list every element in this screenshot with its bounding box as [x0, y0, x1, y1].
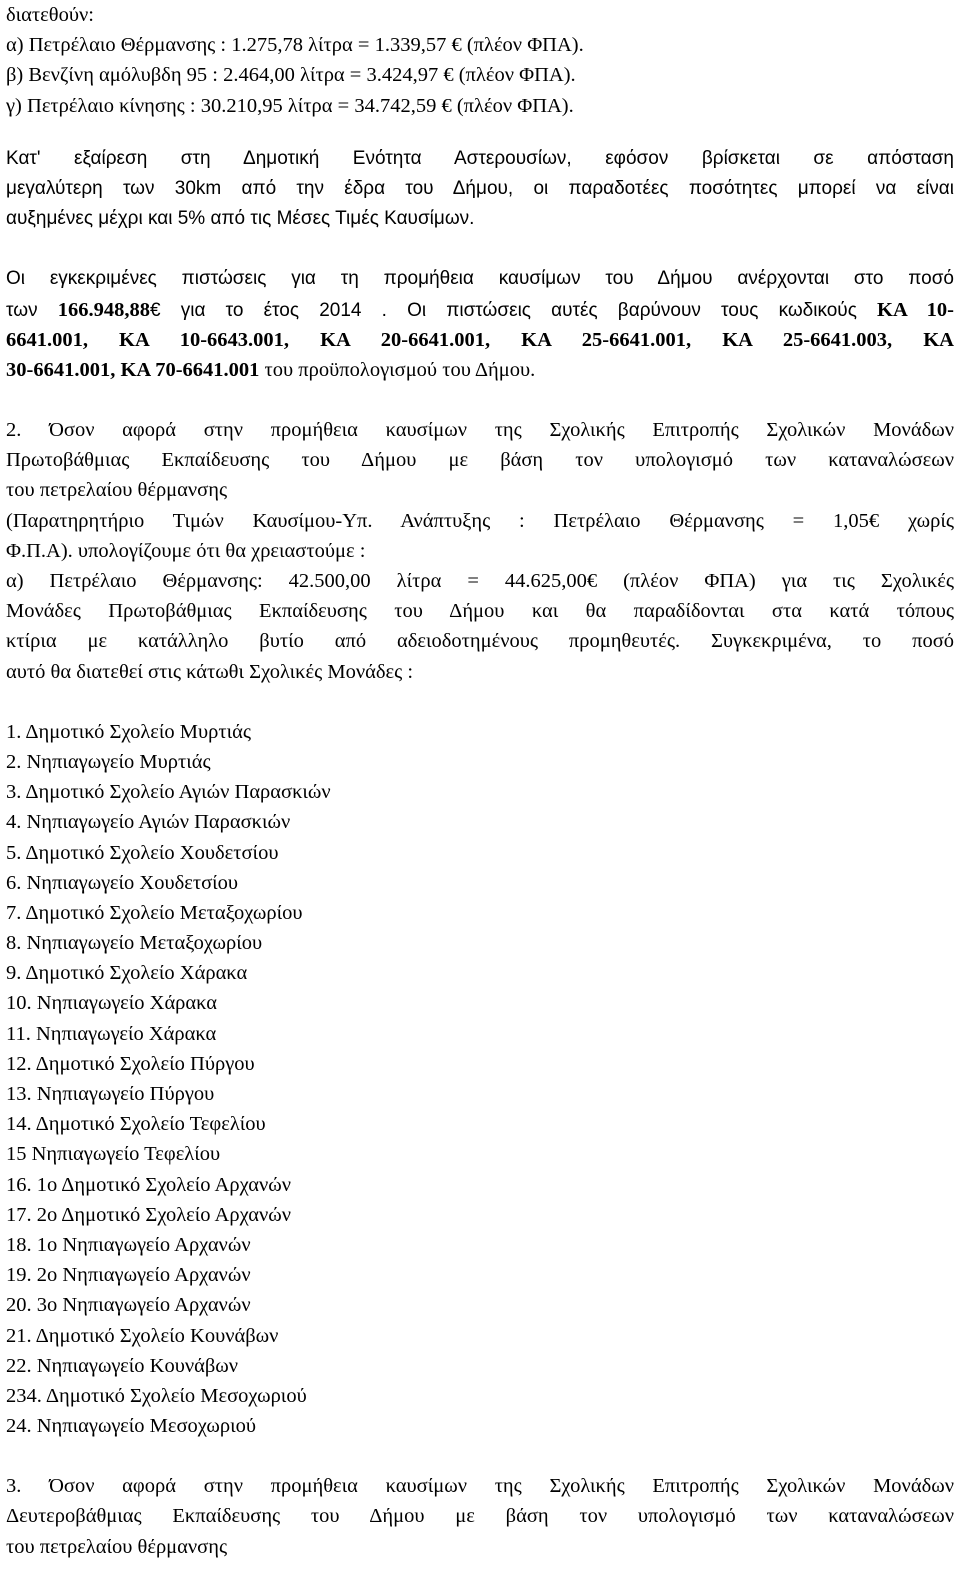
section-line: κτίρια με κατάλληλο βυτίο από αδειοδοτημένους προμηθευτές. Συγκεκριμένα, το ποσό	[6, 630, 954, 653]
section-3	[6, 1471, 954, 1562]
section-line: 2. Όσον αφορά στην προμήθεια καυσίμων της Σχολικής Επιτροπής Σχολικών Μονάδων	[6, 419, 954, 442]
list-item: 17. 2ο Δημοτικό Σχολείο Αρχανών	[6, 1203, 291, 1226]
list-item: 20. 3ο Νηπιαγωγείο Αρχανών	[6, 1294, 251, 1317]
list-item: 19. 2ο Νηπιαγωγείο Αρχανών	[6, 1264, 251, 1287]
intro-line: διατεθούν:	[6, 4, 94, 26]
credits-prefix: των	[6, 299, 58, 321]
unleaded-line: β) Βενζίνη αμόλυβδη 95 : 2.464,00 λίτρα = 3.424,97 € (πλέον ΦΠΑ).	[6, 64, 576, 87]
heating-oil-line: α) Πετρέλαιο Θέρμανσης : 1.275,78 λίτρα = 1.339,57 € (πλέον ΦΠΑ).	[6, 34, 584, 57]
list-item: 21. Δημοτικό Σχολείο Κουνάβων	[6, 1324, 279, 1347]
section-line: του πετρελαίου θέρμανσης	[6, 479, 228, 502]
credits-code: ΚΑ 10-	[877, 298, 954, 321]
section-2	[6, 415, 954, 687]
credits-amount: 166.948,88	[57, 298, 150, 321]
list-item: 11. Νηπιαγωγείο Χάρακα	[6, 1022, 217, 1045]
section-line: (Παρατηρητήριο Τιμών Καυσίμου-Υπ. Ανάπτυξης : Πετρέλαιο Θέρμανσης = 1,05€ χωρίς	[6, 509, 954, 532]
diesel-line: γ) Πετρέλαιο κίνησης : 30.210,95 λίτρα = 34.742,59 € (πλέον ΦΠΑ).	[6, 94, 574, 117]
section-line: αυτό θα διατεθεί στις κάτωθι Σχολικές Μονάδες :	[6, 660, 414, 683]
credits-paragraph	[6, 264, 954, 385]
section-line: 3. Όσον αφορά στην προμήθεια καυσίμων της Σχολικής Επιτροπής Σχολικών Μονάδων	[6, 1475, 954, 1498]
paragraph-line: Οι εγκεκριμένες πιστώσεις για τη προμήθεια καυσίμων του Δήμου ανέρχονται στο ποσό	[6, 268, 954, 290]
school-list	[6, 717, 954, 1442]
list-item: 22. Νηπιαγωγείο Κουνάβων	[6, 1354, 239, 1377]
paragraph-line: Κατ' εξαίρεση στη Δημοτική Ενότητα Αστερουσίων, εφόσον βρίσκεται σε απόσταση	[6, 147, 954, 169]
section-line: του πετρελαίου θέρμανσης	[6, 1535, 228, 1558]
credits-text: € για το έτος 2014 . Οι πιστώσεις αυτές βαρύνουν τους κωδικούς	[150, 299, 878, 321]
budget-codes: 6641.001, ΚΑ 10-6643.001, ΚΑ 20-6641.001, ΚΑ 25-6641.001, ΚΑ 25-6641.003, ΚΑ	[6, 328, 954, 351]
list-item: 15 Νηπιαγωγείο Τεφελίου	[6, 1143, 221, 1166]
list-item: 12. Δημοτικό Σχολείο Πύργου	[6, 1052, 255, 1075]
list-item: 9. Δημοτικό Σχολείο Χάρακα	[6, 962, 248, 985]
list-item: 3. Δημοτικό Σχολείο Αγιών Παρασκιών	[6, 781, 331, 804]
list-item: 2. Νηπιαγωγείο Μυρτιάς	[6, 750, 211, 773]
paragraph-line: αυξημένες μέχρι και 5% από τις Μέσες Τιμές Καυσίμων.	[6, 208, 475, 230]
exception-paragraph	[6, 144, 954, 235]
list-item: 5. Δημοτικό Σχολείο Χουδετσίου	[6, 841, 279, 864]
list-item: 16. 1ο Δημοτικό Σχολείο Αρχανών	[6, 1173, 291, 1196]
list-item: 24. Νηπιαγωγείο Μεσοχωριού	[6, 1415, 257, 1438]
list-item: 4. Νηπιαγωγείο Αγιών Παρασκιών	[6, 811, 291, 834]
list-item: 18. 1ο Νηπιαγωγείο Αρχανών	[6, 1233, 251, 1256]
paragraph-line	[6, 295, 954, 325]
section-line: α) Πετρέλαιο Θέρμανσης: 42.500,00 λίτρα = 44.625,00€ (πλέον ΦΠΑ) για τις Σχολικές	[6, 570, 954, 592]
section-line: Πρωτοβάθμιας Εκπαίδευσης του Δήμου με βάση τον υπολογισμό των καταναλώσεων	[6, 449, 954, 472]
intro-block	[6, 0, 954, 121]
list-item: 6. Νηπιαγωγείο Χουδετσίου	[6, 871, 239, 894]
list-item: 13. Νηπιαγωγείο Πύργου	[6, 1083, 215, 1105]
paragraph-line	[6, 355, 954, 385]
list-item: 7. Δημοτικό Σχολείο Μεταξοχωρίου	[6, 901, 303, 924]
budget-text: του προϋπολογισμού του Δήμου.	[259, 358, 536, 381]
paragraph-line: μεγαλύτερη των 30km από την έδρα του Δήμου, οι παραδοτέες ποσότητες μπορεί να είναι	[6, 177, 954, 199]
budget-codes-end: 30-6641.001, ΚΑ 70-6641.001	[6, 358, 260, 381]
section-line: Φ.Π.Α). υπολογίζουμε ότι θα χρειαστούμε :	[6, 539, 366, 562]
list-item: 8. Νηπιαγωγείο Μεταξοχωρίου	[6, 932, 263, 955]
section-line: Μονάδες Πρωτοβάθμιας Εκπαίδευσης του Δήμου και θα παραδίδονται στα κατά τόπους	[6, 600, 954, 623]
list-item: 234. Δημοτικό Σχολείο Μεσοχωριού	[6, 1384, 307, 1407]
section-line: Δευτεροβάθμιας Εκπαίδευσης του Δήμου με βάση τον υπολογισμό των καταναλώσεων	[6, 1505, 954, 1528]
list-item: 14. Δημοτικό Σχολείο Τεφελίου	[6, 1113, 266, 1136]
list-item: 10. Νηπιαγωγείο Χάρακα	[6, 992, 218, 1015]
list-item: 1. Δημοτικό Σχολείο Μυρτιάς	[6, 720, 252, 743]
budget-codes-line	[6, 325, 954, 355]
document-page	[6, 0, 954, 1562]
